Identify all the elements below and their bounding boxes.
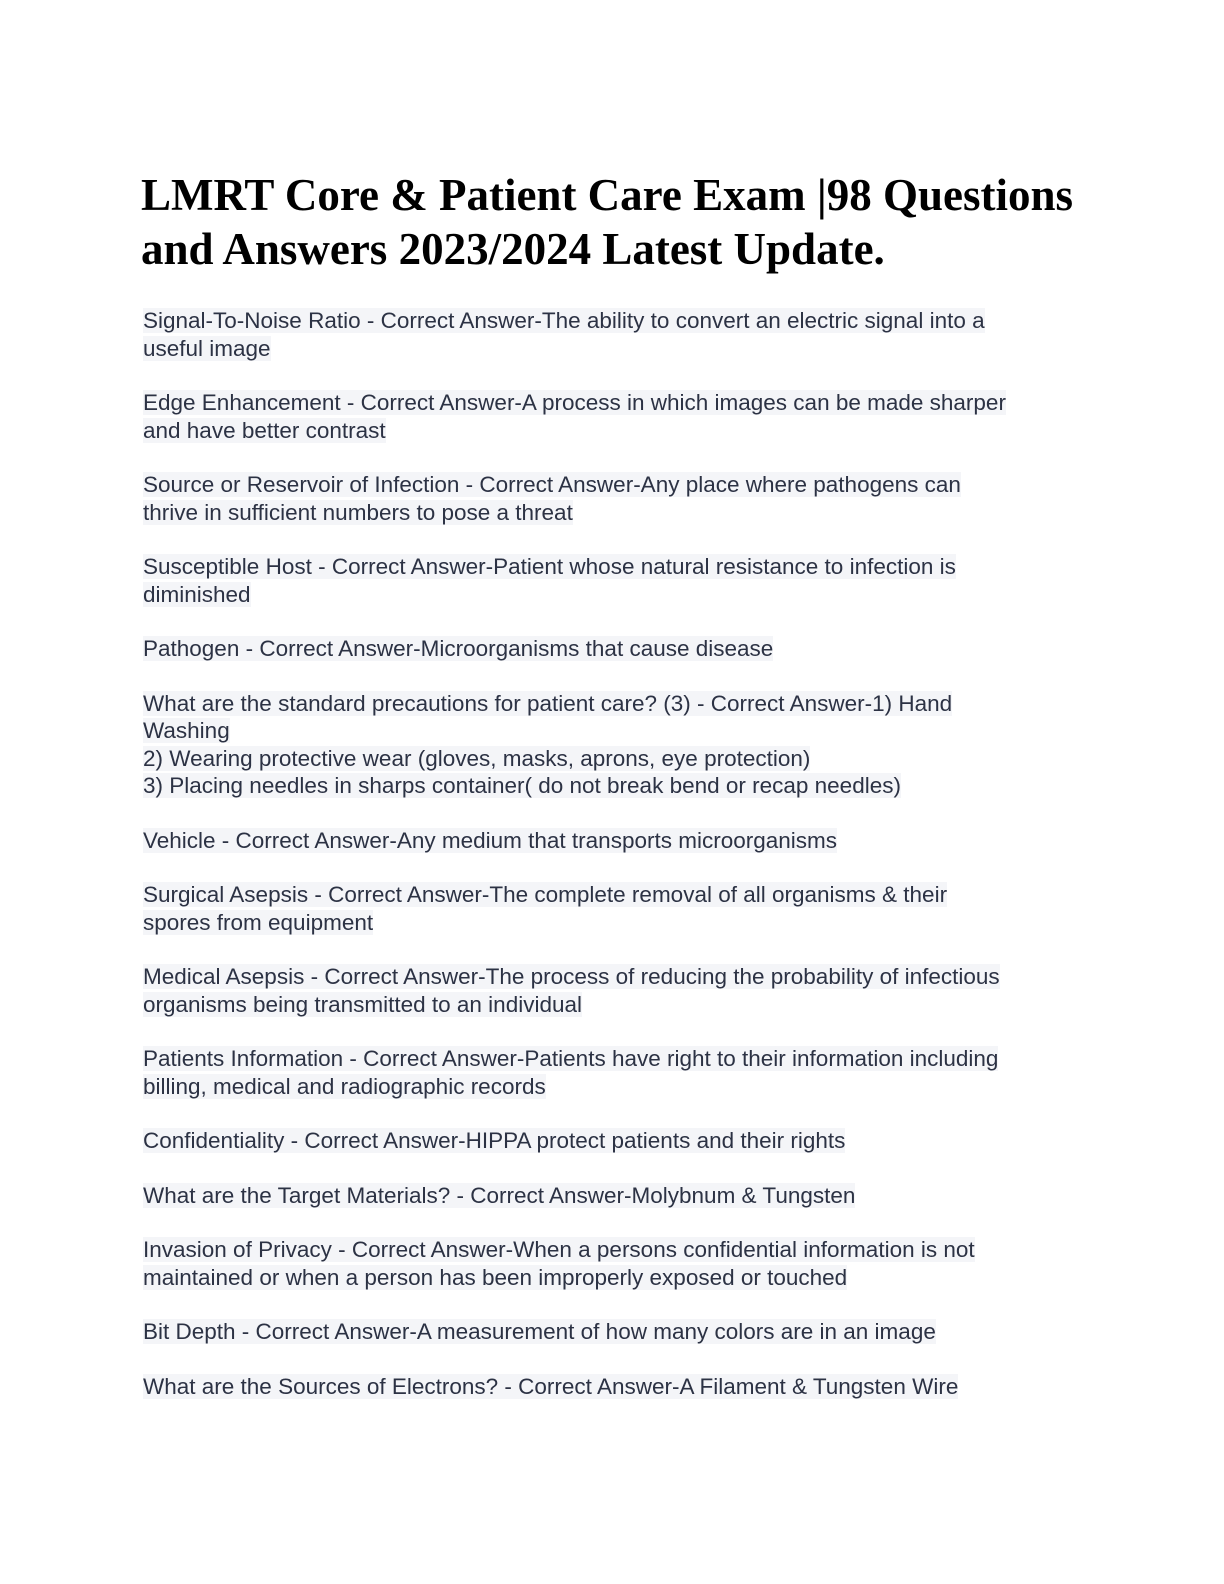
qa-item-patients-information bbox=[143, 1045, 1083, 1100]
qa-list bbox=[143, 307, 1083, 1427]
qa-item-bit-depth bbox=[143, 1318, 1083, 1346]
title-line-1: LMRT Core & Patient Care Exam |98 Questions bbox=[141, 170, 1074, 220]
qa-line: organisms being transmitted to an individual bbox=[143, 991, 582, 1017]
qa-item-confidentiality bbox=[143, 1127, 1083, 1155]
qa-line: Edge Enhancement - Correct Answer-A process in which images can be made sharper bbox=[143, 390, 1006, 415]
qa-line: billing, medical and radiographic records bbox=[143, 1073, 546, 1099]
qa-line: and have better contrast bbox=[143, 417, 386, 443]
qa-item-invasion-of-privacy bbox=[143, 1236, 1083, 1291]
title-line-2: and Answers 2023/2024 Latest Update. bbox=[141, 224, 885, 274]
qa-line: diminished bbox=[143, 581, 251, 607]
qa-line: Pathogen - Correct Answer-Microorganisms that cause disease bbox=[143, 636, 774, 661]
qa-line: 3) Placing needles in sharps container( do not break bend or recap needles) bbox=[143, 773, 901, 798]
qa-item-standard-precautions bbox=[143, 690, 1083, 800]
qa-line: Patients Information - Correct Answer-Patients have right to their information including bbox=[143, 1046, 999, 1071]
qa-line: Susceptible Host - Correct Answer-Patient whose natural resistance to infection is bbox=[143, 554, 956, 579]
qa-line: 2) Wearing protective wear (gloves, masks, aprons, eye protection) bbox=[143, 745, 811, 771]
qa-item-medical-asepsis bbox=[143, 963, 1083, 1018]
qa-line: Invasion of Privacy - Correct Answer-When a persons confidential information is not bbox=[143, 1237, 975, 1262]
qa-line: Surgical Asepsis - Correct Answer-The complete removal of all organisms & their bbox=[143, 882, 948, 907]
qa-line: spores from equipment bbox=[143, 909, 374, 935]
qa-line: Medical Asepsis - Correct Answer-The process of reducing the probability of infectious bbox=[143, 964, 1000, 989]
qa-line: What are the standard precautions for patient care? (3) - Correct Answer-1) Hand bbox=[143, 690, 953, 716]
qa-item-susceptible-host bbox=[143, 553, 1083, 608]
qa-line: Source or Reservoir of Infection - Correct Answer-Any place where pathogens can bbox=[143, 472, 961, 497]
qa-line: thrive in sufficient numbers to pose a threat bbox=[143, 499, 573, 525]
qa-item-target-materials bbox=[143, 1182, 1083, 1210]
document-title bbox=[141, 168, 1181, 276]
qa-line: Washing bbox=[143, 718, 230, 743]
qa-line: Bit Depth - Correct Answer-A measurement of how many colors are in an image bbox=[143, 1319, 936, 1344]
qa-line: Signal-To-Noise Ratio - Correct Answer-The ability to convert an electric signal into a bbox=[143, 308, 985, 333]
qa-line: Confidentiality - Correct Answer-HIPPA protect patients and their rights bbox=[143, 1128, 846, 1153]
qa-line: What are the Sources of Electrons? - Correct Answer-A Filament & Tungsten Wire bbox=[143, 1373, 959, 1399]
qa-item-source-of-infection bbox=[143, 471, 1083, 526]
qa-item-sources-of-electrons bbox=[143, 1373, 1083, 1401]
qa-item-signal-to-noise bbox=[143, 307, 1083, 362]
qa-item-vehicle bbox=[143, 827, 1083, 855]
qa-line: Vehicle - Correct Answer-Any medium that transports microorganisms bbox=[143, 827, 837, 853]
qa-item-pathogen bbox=[143, 635, 1083, 663]
qa-line: useful image bbox=[143, 335, 271, 361]
qa-item-edge-enhancement bbox=[143, 389, 1083, 444]
qa-item-surgical-asepsis bbox=[143, 881, 1083, 936]
qa-line: maintained or when a person has been improperly exposed or touched bbox=[143, 1264, 848, 1290]
qa-line: What are the Target Materials? - Correct Answer-Molybnum & Tungsten bbox=[143, 1182, 856, 1208]
